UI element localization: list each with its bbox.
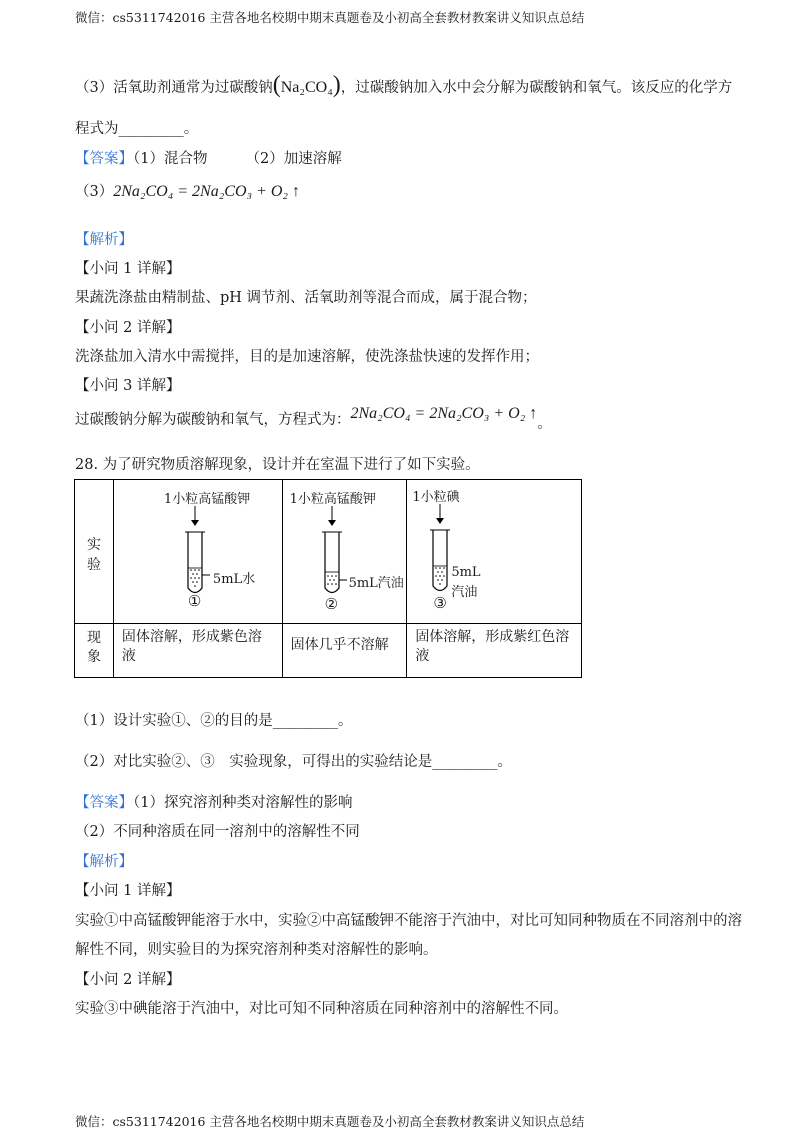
experiment-3-cell (407, 480, 582, 624)
answer-1b: （2）加速溶解 (245, 151, 342, 167)
q3-text-b: ，过碳酸钠加入水中会分解为碳酸钠和氧气。该反应的化学方 (340, 80, 733, 96)
sub28-2-tag: 【小问 2 详解】 (75, 972, 181, 988)
exp2-liquid-label: 5mL汽油 (348, 576, 404, 591)
answer-tag: 【答案】 (75, 151, 133, 167)
sub3-line (75, 405, 552, 432)
observation-3: 固体溶解，形成紫红色溶液 (407, 624, 582, 678)
answer-1a: （1）混合物 (133, 151, 208, 167)
answer-2b: （2）不同种溶质在同一溶剂中的溶解性不同 (75, 824, 360, 840)
page-header: 微信：cs5311742016 主营各地名校期中期末真题卷及小初高全套教材教案讲义知识点总结 (75, 10, 585, 25)
answer-1c-prefix: （3） (75, 184, 114, 200)
exp3-liquid-label-a: 5mL (451, 565, 481, 580)
experiment-1-cell (113, 480, 282, 624)
sub28-1-text-b: 解性不同，则实验目的为探究溶剂种类对溶解性的影响。 (75, 942, 438, 958)
sub1-text: 果蔬洗涤盐由精制盐、pH 调节剂、活氧助剂等混合而成，属于混合物； (75, 290, 537, 306)
exp3-reagent-label: 1小粒碘 (412, 490, 460, 505)
observation-1: 固体溶解，形成紫色溶液 (113, 624, 282, 678)
sub1-tag: 【小问 1 详解】 (75, 261, 181, 277)
reaction-formula-2: 2Na₂CO₄ = 2Na₂CO₃ + O₂ ↑ (350, 405, 538, 422)
question-28: 28. 为了研究物质溶解现象，设计并在室温下进行了如下实验。 (75, 457, 480, 473)
question-3-line2: 程式为_________。 (75, 121, 199, 137)
exp2-number: ② (324, 595, 339, 613)
reaction-formula-1: 2Na₂CO₄ = 2Na₂CO₃ + O₂ ↑ (113, 183, 300, 200)
exp1-number: ① (187, 592, 202, 610)
question-28-2: （2）对比实验②、③ 实验现象，可得出的实验结论是_________。 (75, 754, 512, 770)
exp3-number: ③ (433, 594, 447, 612)
row-label-phenomenon: 现 象 (75, 624, 114, 678)
exp1-liquid-label: 5mL水 (212, 572, 256, 587)
exp1-reagent-label: 1小粒高锰酸钾 (163, 492, 251, 507)
page-footer: 微信：cs5311742016 主营各地名校期中期末真题卷及小初高全套教材教案讲义知识点总结 (75, 1114, 585, 1129)
question-3-line1 (75, 72, 732, 99)
experiment-table (74, 479, 582, 678)
q3-formula: Na₂CO₄ (280, 79, 333, 96)
row-label-experiment: 实 验 (75, 480, 114, 624)
sub2-tag: 【小问 2 详解】 (75, 320, 181, 336)
question-28-1: （1）设计实验①、②的目的是_________。 (75, 713, 353, 729)
sub28-1-text-a: 实验①中高锰酸钾能溶于水中，实验②中高锰酸钾不能溶于汽油中，对比可知同种物质在不同溶剂中的溶 (75, 913, 742, 929)
exp3-liquid-label-b: 汽油 (451, 585, 478, 600)
paren-open: ( (272, 72, 281, 98)
analysis-tag: 【解析】 (75, 232, 133, 248)
sub28-2-text: 实验③中碘能溶于汽油中，对比可知不同种溶质在同种溶剂中的溶解性不同。 (75, 1001, 568, 1017)
sub3-tag: 【小问 3 详解】 (75, 378, 181, 394)
sub28-1-tag: 【小问 1 详解】 (75, 883, 181, 899)
experiment-2-cell (282, 480, 407, 624)
analysis-tag-2: 【解析】 (75, 854, 133, 870)
sub2-text: 洗涤盐加入清水中需搅拌，目的是加速溶解，使洗涤盐快速的发挥作用； (75, 349, 539, 365)
sub3-text: 过碳酸钠分解为碳酸钠和氧气，方程式为： (75, 412, 351, 428)
exp2-reagent-label: 1小粒高锰酸钾 (289, 492, 376, 507)
observation-2: 固体几乎不溶解 (282, 624, 407, 678)
answer-2-line (75, 791, 352, 812)
sub3-end: 。 (537, 416, 552, 432)
paren-close: ) (332, 72, 341, 98)
q3-text-a: （3）活氧助剂通常为过碳酸钠 (75, 80, 273, 96)
answer-2a: （1）探究溶剂种类对溶解性的影响 (133, 795, 353, 811)
answer-1-line (75, 147, 342, 168)
answer-1c-line (75, 180, 300, 201)
answer-tag-2: 【答案】 (75, 795, 133, 811)
